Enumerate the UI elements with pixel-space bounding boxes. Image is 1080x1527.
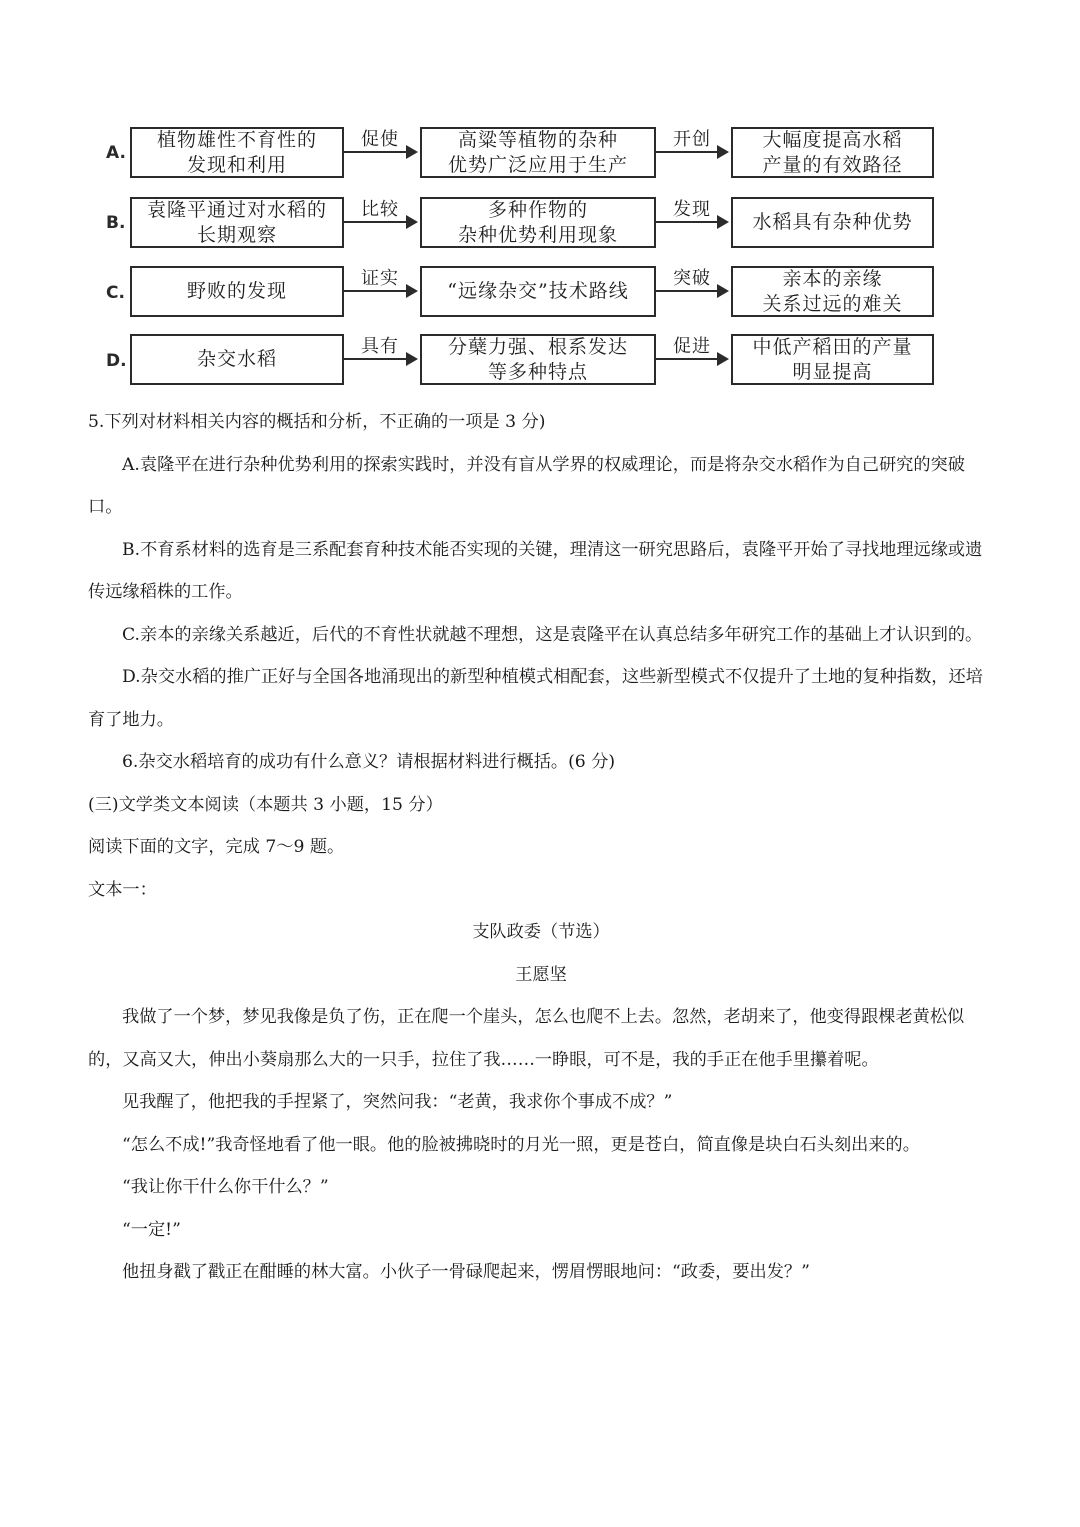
row-d-arrow-1 [344,358,416,360]
passage-paragraph-4: “我让你干什么你干什么？” [122,1177,329,1197]
text-one-label: 文本一： [88,879,157,900]
document-body [88,401,994,1294]
row-a-arrow-2-label: 开创 [673,129,711,150]
passage-paragraph-1: 我做了一个梦，梦见我像是负了伤，正在爬一个崖头，怎么也爬不上去。忽然，老胡来了，他变得跟棵老黄松似的，又高又大，伸出小葵扇那么大的一只手，拉住了我……一睁眼，可不是，我的手正在他手里攥着呢。 [88,1007,965,1070]
row-d-arrow-2 [656,358,727,360]
passage-author: 王愿坚 [515,964,567,985]
row-a-box-3: 大幅度提高水稻 产量的有效路径 [731,127,934,178]
row-d-box-3: 中低产稻田的产量 明显提高 [731,334,934,385]
reading-instruction: 阅读下面的文字，完成 7～9 题。 [88,837,345,857]
row-c-box-3: 亲本的亲缘 关系过远的难关 [731,266,934,317]
question-5-option-c: C.亲本的亲缘关系越近，后代的不育性状就越不理想，这是袁隆平在认真总结多年研究工作的基础上才认识到的。 [122,624,983,645]
passage-paragraph-6: 他扭身戳了戳正在酣睡的林大富。小伙子一骨碌爬起来，愣眉愣眼地问：“政委，要出发？” [122,1262,810,1282]
row-c-box-2: “远缘杂交”技术路线 [420,266,656,317]
question-6: 6.杂交水稻培育的成功有什么意义？请根据材料进行概括。(6 分) [122,752,616,772]
row-d-box-1: 杂交水稻 [130,334,344,385]
passage-paragraph-2: 见我醒了，他把我的手捏紧了，突然问我：“老黄，我求你个事成不成？” [122,1092,673,1112]
passage-title: 支队政委（节选） [472,922,610,942]
row-b-arrow-1-label: 比较 [361,199,399,220]
question-5-option-a: A.袁隆平在进行杂种优势利用的探索实践时，并没有盲从学界的权威理论，而是将杂交水稻作为自己研究的突破口。 [88,454,965,517]
row-c-arrow-1 [344,290,416,292]
row-letter-d: D. [106,351,127,371]
row-a-arrow-1-label: 促使 [361,129,399,150]
row-b-arrow-1 [344,221,416,223]
row-a-arrow-1 [344,151,416,153]
row-c-arrow-2 [656,290,727,292]
question-5: 5.下列对材料相关内容的概括和分析，不正确的一项是 3 分) [88,412,546,432]
passage-paragraph-3: “怎么不成!”我奇怪地看了他一眼。他的脸被拂晓时的月光一照，更是苍白，简直像是块白石头刻出来的。 [122,1134,920,1155]
question-5-option-b: B.不育系材料的选育是三系配套育种技术能否实现的关键，理清这一研究思路后，袁隆平开始了寻找地理远缘或遗传远缘稻株的工作。 [88,539,983,602]
row-d-arrow-2-label: 促进 [673,336,711,357]
row-b-arrow-2 [656,221,727,223]
flow-diagram [0,0,1080,400]
section-heading: (三)文学类文本阅读（本题共 3 小题，15 分） [88,794,443,815]
question-5-option-d: D.杂交水稻的推广正好与全国各地涌现出的新型种植模式相配套，这些新型模式不仅提升了土地的复种指数，还培育了地力。 [88,667,983,730]
row-a-box-1: 植物雄性不育性的 发现和利用 [130,127,344,178]
row-d-arrow-1-label: 具有 [361,336,399,357]
passage-paragraph-5: “一定!” [122,1219,181,1240]
row-c-box-1: 野败的发现 [130,266,344,317]
row-d-box-2: 分蘖力强、根系发达 等多种特点 [420,334,656,385]
row-b-box-1: 袁隆平通过对水稻的 长期观察 [130,197,344,248]
row-a-arrow-2 [656,151,727,153]
row-a-box-2: 高粱等植物的杂种 优势广泛应用于生产 [420,127,656,178]
row-letter-a: A. [106,143,126,163]
row-c-arrow-2-label: 突破 [673,268,711,289]
row-b-box-2: 多种作物的 杂种优势利用现象 [420,197,656,248]
row-b-arrow-2-label: 发现 [673,199,711,220]
row-letter-b: B. [106,213,126,233]
row-c-arrow-1-label: 证实 [361,268,399,289]
row-letter-c: C. [106,283,125,303]
row-b-box-3: 水稻具有杂种优势 [731,197,934,248]
